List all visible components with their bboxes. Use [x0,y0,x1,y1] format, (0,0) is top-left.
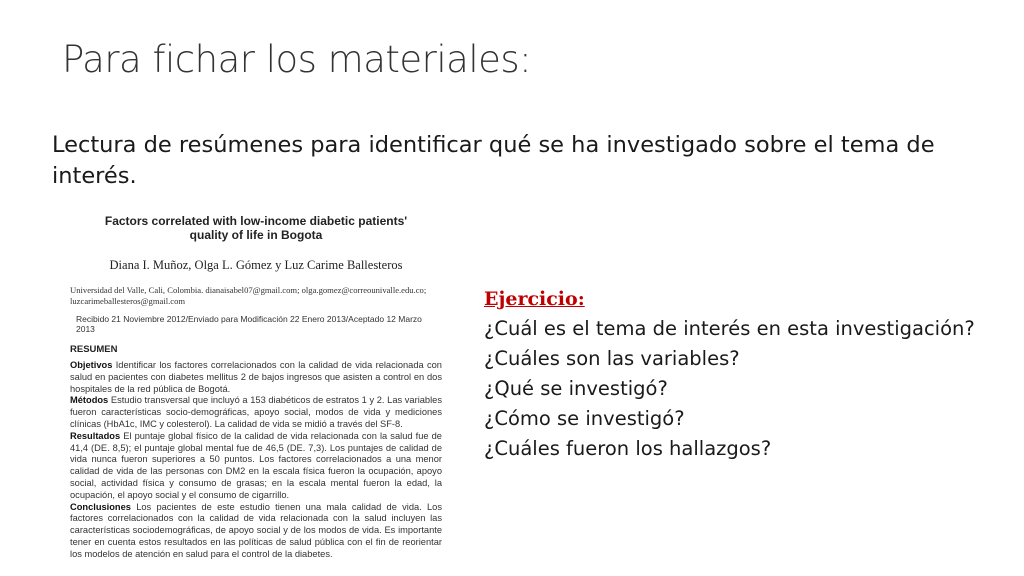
slide-subtitle: Lectura de resúmenes para identificar qué se ha investigado sobre el tema de interés. [52,132,935,189]
section-text: Identificar los factores correlacionados con la calidad de vida relacionada con salud en pacientes con diabetes mellitus 2 de bajos ingresos que asisten a control en dos hospitales de la red pública de Bogotá. [70,360,442,394]
section-label: Objetivos [70,360,113,370]
paper-affiliation: Universidad del Valle, Cali, Colombia. dianaisabel07@gmail.com; olga.gomez@correounivalle.edu.co; luzcarimeballesteros@gmail.com [70,285,427,306]
section-label: Métodos [70,395,109,406]
section-label: Conclusiones [70,501,131,512]
paper-body [70,360,442,561]
exercise-question: ¿Cuáles fueron los hallazgos? [484,437,772,460]
slide-title: Para fichar los materiales: [62,38,532,81]
section-text: Los pacientes de este estudio tienen una mala calidad de vida. Los factores correlacionados con la calidad de vida relacionada con la salud incluyen las características sociodemográficas, de apoyo social y de los modos de vida. Es importante tener en cuenta estos resultados en las políticas de salud pública con el fin de reorientar los modelos de atención en salud para el control de la diabetes. [70,501,442,559]
paper-resumen-label: RESUMEN [70,344,118,355]
section-text: Estudio transversal que incluyó a 153 diabéticos de estratos 1 y 2. Las variables fueron características socio-demográficas, apoyo social, modos de vida y mediciones clínicas (HbA1c, IMC y colesterol). La calidad de vida se midió a través del SF-8. [70,395,442,429]
paper-title-line-1: Factors correlated with low-income diabetic patients' [104,214,408,228]
paper-section-conclusiones [70,502,442,561]
paper-section-metodos [70,395,442,430]
exercise-question: ¿Cómo se investigó? [484,407,685,430]
exercise-heading: Ejercicio: [484,288,585,310]
exercise-question: ¿Qué se investigó? [484,377,668,400]
paper-section-resultados [70,431,442,502]
paper-authors: Diana I. Muñoz, Olga L. Gómez y Luz Carime Ballesteros [109,258,403,272]
section-text: El puntaje global físico de la calidad de vida relacionada con la salud fue de 41,4 (DE. 8,5); el puntaje global mental fue de 46,5 (DE. 7,3). Los puntajes de calidad de vida nunca fueron superiores a 50 puntos. Los factores correlacionados a una menor calidad de vida de las personas con DM2 en la escala física fueron la ocupación, apoyo social, actividad física y consumo de grasas; en la escala mental fueron la edad, la ocupación, el apoyo social y el consumo de cigarrillo. [70,430,442,500]
paper-abstract-image [70,208,442,576]
exercise-question: ¿Cuál es el tema de interés en esta investigación? [484,317,975,340]
paper-section-objetivos [70,360,442,395]
paper-title-line-2: quality of life in Bogota [189,228,323,242]
exercise-block [484,284,1014,464]
paper-title [96,214,416,242]
section-label: Resultados [70,430,121,441]
paper-dates: Recibido 21 Noviembre 2012/Enviado para Modificación 22 Enero 2013/Aceptado 12 Marzo 2013 [76,314,422,334]
exercise-question: ¿Cuáles son las variables? [484,347,740,370]
